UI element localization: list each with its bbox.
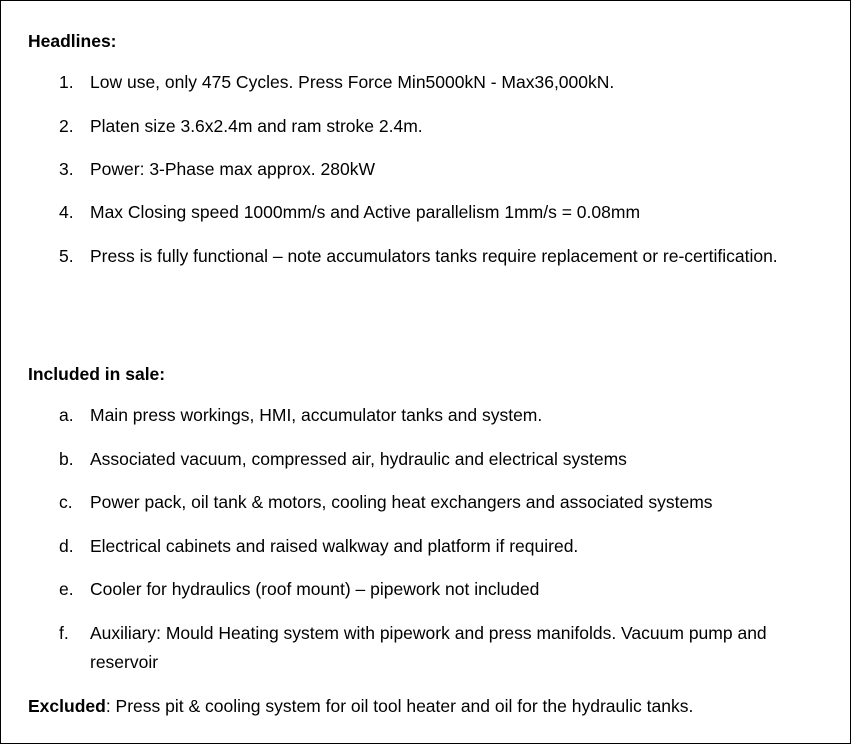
excluded-note [28, 695, 693, 717]
list-item-text: Low use, only 475 Cycles. Press Force Min5000kN - Max36,000kN. [90, 72, 615, 92]
list-marker: 5. [59, 246, 74, 266]
list-item-text: Cooler for hydraulics (roof mount) – pipework not included [90, 579, 540, 599]
headlines-heading: Headlines: [28, 31, 117, 51]
list-item-text: Main press workings, HMI, accumulator tanks and system. [90, 405, 543, 425]
list-item-text: Power: 3-Phase max approx. 280kW [90, 159, 375, 179]
list-marker: b. [59, 449, 74, 469]
list-marker: 4. [59, 202, 74, 222]
list-marker: f. [59, 623, 69, 643]
included-heading: Included in sale: [28, 364, 166, 384]
list-item-text: Electrical cabinets and raised walkway and platform if required. [90, 536, 579, 556]
list-item-text: Press is fully functional – note accumulators tanks require replacement or re-certification. [90, 246, 778, 266]
list-item-text: Max Closing speed 1000mm/s and Active parallelism 1mm/s = 0.08mm [90, 202, 641, 222]
list-marker: c. [59, 492, 73, 512]
list-marker: a. [59, 405, 74, 425]
list-item-text: Auxiliary: Mould Heating system with pipework and press manifolds. Vacuum pump and reservoir [90, 623, 767, 672]
excluded-text: : Press pit & cooling system for oil tool heater and oil for the hydraulic tanks. [105, 696, 694, 716]
list-marker: 1. [59, 72, 74, 92]
list-marker: 2. [59, 116, 74, 136]
list-marker: 3. [59, 159, 74, 179]
list-item-text: Platen size 3.6x2.4m and ram stroke 2.4m. [90, 116, 423, 136]
list-item-text: Associated vacuum, compressed air, hydraulic and electrical systems [90, 449, 627, 469]
list-marker: e. [59, 579, 74, 599]
list-item-text: Power pack, oil tank & motors, cooling heat exchangers and associated systems [90, 492, 713, 512]
excluded-label: Excluded [28, 696, 106, 716]
list-marker: d. [59, 536, 74, 556]
